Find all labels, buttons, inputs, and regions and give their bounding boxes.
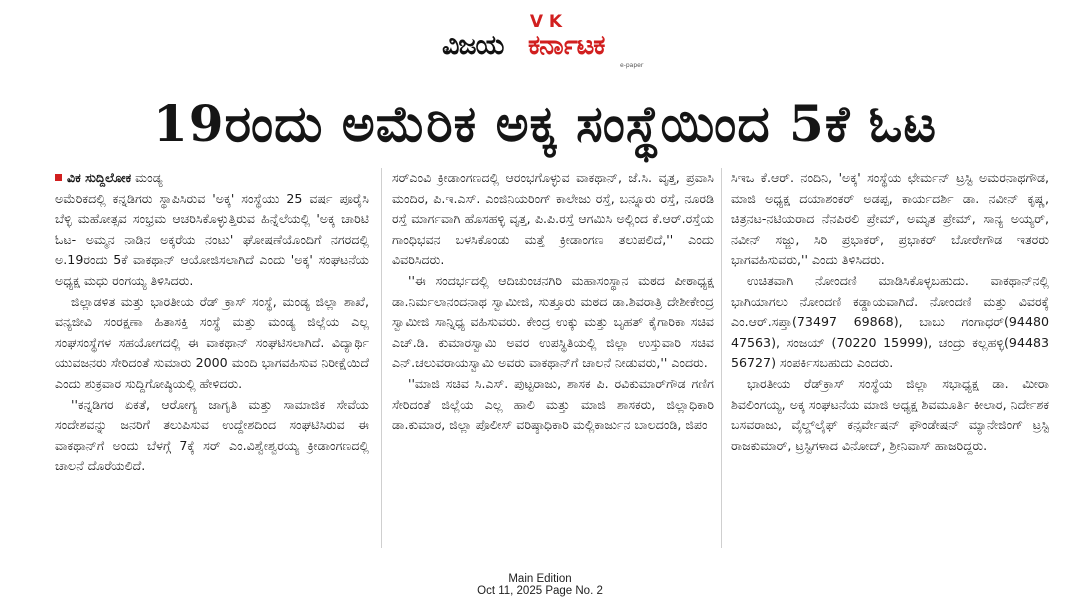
paragraph: ''ಈ ಸಂದರ್ಭದಲ್ಲಿ ಆದಿಚುಂಚನಗಿರಿ ಮಹಾಸಂಸ್ಥಾನ ಮಠದ ಪೀಠಾಧ್ಯಕ್ಷ ಡಾ.ನಿರ್ಮಲಾನಂದನಾಥ ಸ್ವಾಮೀಜಿ, ಸುತ್ತೂರು ಮಠದ ಡಾ.ಶಿವರಾತ್ರಿ ದೇಶೀಕೇಂದ್ರ ಸ್ವಾಮೀಜಿ ಸಾನ್ನಿಧ್ಯ ವಹಿಸುವರು. ಕೇಂದ್ರ ಉಕ್ಕು ಮತ್ತು ಬೃಹತ್ ಕೈಗಾರಿಕಾ ಸಚಿವ ಎಚ್.ಡಿ. ಕುಮಾರಸ್ವಾಮಿ ಅವರ ಉಪಸ್ಥಿತಿಯಲ್ಲಿ ಜಿಲ್ಲಾ ಉಸ್ತುವಾರಿ ಸಚಿವ ಎನ್.ಚಲುವರಾಯಸ್ವಾಮಿ ಅವರು ವಾಕಥಾನ್‌ಗೆ ಚಾಲನೆ ನೀಡುವರು,'' ಎಂದರು. bbox=[392, 272, 714, 371]
article-column-3 bbox=[731, 168, 1049, 456]
edition-label: Main Edition bbox=[508, 573, 572, 585]
paragraph: ''ಕನ್ನಡಿಗರ ಏಕತೆ, ಆರೋಗ್ಯ ಜಾಗೃತಿ ಮತ್ತು ಸಾಮಾಜಿಕ ಸೇವೆಯ ಸಂದೇಶವನ್ನು ಜನರಿಗೆ ತಲುಪಿಸುವ ಉದ್ದೇಶದಿಂದ ಸಂಘಟಿಸಿರುವ ಈ ವಾಕಥಾನ್‌ಗೆ ಅಂದು ಬೆಳಗ್ಗೆ 7ಕ್ಕೆ ಸರ್ ಎಂ.ವಿಶ್ವೇಶ್ವರಯ್ಯ ಕ್ರೀಡಾಂಗಣದಲ್ಲಿ ಚಾಲನೆ ದೊರೆಯಲಿದೆ. bbox=[55, 396, 369, 474]
vk-badge-k: K bbox=[548, 12, 562, 32]
paragraph: ಉಚಿತವಾಗಿ ನೋಂದಣಿ ಮಾಡಿಸಿಕೊಳ್ಳಬಹುದು. ವಾಕಥಾನ್‌ನಲ್ಲಿ ಭಾಗಿಯಾಗಲು ನೋಂದಣಿ ಕಡ್ಡಾಯವಾಗಿದೆ. ನೋಂದಣಿ ಮತ್ತು ವಿವರಕ್ಕೆ ಎಂ.ಆರ್.ಸಪ್ತಾ(73497 69868), ಬಾಬು ಗಂಗಾಧರ್(94480 47563), ಸಂಜಯ್ (70220 15999), ಚಂದ್ರು ಕಲ್ಲಹಳ್ಳಿ(94483 56727) ಸಂಪರ್ಕಿಸಬಹುದು ಎಂದರು. bbox=[731, 272, 1049, 371]
logo-epaper-label: e-paper bbox=[620, 62, 644, 69]
byline bbox=[55, 168, 369, 189]
paragraph: ಅಮೆರಿಕದಲ್ಲಿ ಕನ್ನಡಿಗರು ಸ್ಥಾಪಿಸಿರುವ 'ಅಕ್ಕ' ಸಂಸ್ಥೆಯು 25 ವರ್ಷ ಪೂರೈಸಿ ಬೆಳ್ಳಿ ಮಹೋತ್ಸವ ಸಂಭ್ರಮ ಆಚರಿಸಿಕೊಳ್ಳುತ್ತಿರುವ ಹಿನ್ನೆಲೆಯಲ್ಲಿ 'ಅಕ್ಕ ಚಾರಿಟಿ ಓಟ- ಅಮ್ಮನ ನಾಡಿನ ಅಕ್ಕರೆಯ ನಂಟು' ಘೋಷಣೆಯೊಂದಿಗೆ ನಗರದಲ್ಲಿ ಅ.19ರಂದು 5ಕೆ ವಾಕಥಾನ್ ಆಯೋಜಿಸಲಾಗಿದೆ ಎಂದು 'ಅಕ್ಕ' ಸಂಘಟನೆಯ ಅಧ್ಯಕ್ಷ ಮಧು ರಂಗಯ್ಯ ತಿಳಿಸಿದರು. bbox=[55, 190, 369, 288]
article-column-2 bbox=[392, 168, 714, 436]
logo-word-karnataka: ಕರ್ನಾಟಕ bbox=[528, 30, 605, 61]
byline-marker-icon bbox=[55, 174, 62, 181]
vk-badge-v: V bbox=[529, 12, 543, 32]
paragraph: ''ಮಾಜಿ ಸಚಿವ ಸಿ.ಎಸ್. ಪುಟ್ಟರಾಜು, ಶಾಸಕ ಪಿ. ರವಿಕುಮಾರ್‌ಗೌಡ ಗಣಿಗ ಸೇರಿದಂತೆ ಜಿಲ್ಲೆಯ ಎಲ್ಲ ಹಾಲಿ ಮತ್ತು ಮಾಜಿ ಶಾಸಕರು, ಜಿಲ್ಲಾಧಿಕಾರಿ ಡಾ.ಕುಮಾರ, ಜಿಲ್ಲಾ ಪೊಲೀಸ್ ವರಿಷ್ಠಾಧಿಕಾರಿ ಮಲ್ಲಿಕಾರ್ಜುನ ಬಾಲದಂಡಿ, ಜಿಪಂ bbox=[392, 375, 714, 433]
column-divider bbox=[381, 168, 382, 548]
article-column-1 bbox=[55, 168, 369, 477]
paragraph: ಜಿಲ್ಲಾಡಳಿತ ಮತ್ತು ಭಾರತೀಯ ರೆಡ್ ಕ್ರಾಸ್ ಸಂಸ್ಥೆ, ಮಂಡ್ಯ ಜಿಲ್ಲಾ ಶಾಖೆ, ವನ್ಯಜೀವಿ ಸಂರಕ್ಷಣಾ ಹಿತಾಸಕ್ತಿ ಸಂಸ್ಥೆ ಮತ್ತು ಮಂಡ್ಯ ಜಿಲ್ಲೆಯ ಎಲ್ಲ ಸಂಘಸಂಸ್ಥೆಗಳ ಸಹಯೋಗದಲ್ಲಿ ಈ ವಾಕಥಾನ್ ಸಂಘಟಿಸಲಾಗಿದೆ. ವಿದ್ಯಾರ್ಥಿ ಯುವಜನರು ಸೇರಿದಂತೆ ಸುಮಾರು 2000 ಮಂದಿ ಭಾಗವಹಿಸುವ ನಿರೀಕ್ಷೆಯಿದೆ ಎಂದು ಶುಕ್ರವಾರ ಸುದ್ದಿಗೋಷ್ಠಿಯಲ್ಲಿ ಹೇಳಿದರು. bbox=[55, 293, 369, 391]
logo-word-vijaya: ವಿಜಯ bbox=[442, 30, 504, 61]
masthead-logo[interactable] bbox=[440, 12, 660, 74]
paragraph: ಭಾರತೀಯ ರೆಡ್‌ಕ್ರಾಸ್ ಸಂಸ್ಥೆಯ ಜಿಲ್ಲಾ ಸಭಾಧ್ಯಕ್ಷ ಡಾ. ಮೀರಾ ಶಿವಲಿಂಗಯ್ಯ, ಅಕ್ಕ ಸಂಘಟನೆಯ ಮಾಜಿ ಅಧ್ಯಕ್ಷ ಶಿವಮೂರ್ತಿ ಕೀಲಾರ, ನಿರ್ದೇಶಕ ಬಸವರಾಜು, ವೈಲ್ಡ್‌ಲೈಫ್ ಕನ್ಸರ್ವೇಷನ್ ಫೌಂಡೇಷನ್ ಮ್ಯಾನೇಜಿಂಗ್ ಟ್ರಸ್ಟಿ ರಾಜಕುಮಾರ್, ಟ್ರಸ್ಟಿಗಳಾದ ವಿನೋದ್, ಶ್ರೀನಿವಾಸ್ ಹಾಜರಿದ್ದರು. bbox=[731, 375, 1049, 453]
vk-badge bbox=[526, 12, 566, 32]
byline-place: ಮಂಡ್ಯ bbox=[135, 170, 163, 185]
date-page-label: Oct 11, 2025 Page No. 2 bbox=[477, 585, 603, 597]
paragraph: ಸರ್‌ಎಂವಿ ಕ್ರೀಡಾಂಗಣದಲ್ಲಿ ಆರಂಭಗೊಳ್ಳುವ ವಾಕಥಾನ್, ಜೆ.ಸಿ. ವೃತ್ತ, ಪ್ರವಾಸಿ ಮಂದಿರ, ಪಿ.ಇ.ಎಸ್. ಎಂಜಿನಿಯರಿಂಗ್ ಕಾಲೇಜು ರಸ್ತೆ, ಬನ್ನೂರು ರಸ್ತೆ, ನೂರಡಿ ರಸ್ತೆ ಮಾರ್ಗವಾಗಿ ಹೊಸಹಳ್ಳಿ ವೃತ್ತ, ಪಿ.ಪಿ.ರಸ್ತೆ ಆಗಮಿಸಿ ಅಲ್ಲಿಂದ ಕೆ.ಆರ್.ರಸ್ತೆಯ ಗಾಂಧಿಭವನ ಬಳಸಿಕೊಂಡು ಮತ್ತೆ ಕ್ರೀಡಾಂಗಣ ತಲುಪಲಿದೆ,'' ಎಂದು ವಿವರಿಸಿದರು. bbox=[392, 170, 714, 268]
byline-org: ವಿಕ ಸುದ್ದಿಲೋಕ bbox=[67, 170, 132, 185]
column-divider bbox=[721, 168, 722, 548]
article-headline: 19ರಂದು ಅಮೆರಿಕ ಅಕ್ಕ ಸಂಸ್ಥೆಯಿಂದ 5ಕೆ ಓಟ bbox=[152, 94, 937, 153]
page-footer bbox=[0, 573, 1080, 597]
paragraph: ಸಿಇಒ ಕೆ.ಆರ್. ನಂದಿನಿ, 'ಅಕ್ಕ' ಸಂಸ್ಥೆಯ ಛೇರ್ಮನ್ ಟ್ರಸ್ಟಿ ಅಮರನಾಥಗೌಡ, ಮಾಜಿ ಅಧ್ಯಕ್ಷ ದಯಾಶಂಕರ್ ಅಡಪ್ಪ, ಕಾರ್ಯದರ್ಶಿ ಡಾ. ನವೀನ್ ಕೃಷ್ಣ, ಚಿತ್ರನಟ-ನಟಿಯರಾದ ನೆನಪಿರಲಿ ಪ್ರೇಮ್, ಅಮೃತ ಪ್ರೇಮ್, ಸಾನ್ಯ ಅಯ್ಯರ್, ನವೀನ್ ಸಜ್ಜು, ಸಿರಿ ಪ್ರಭಾಕರ್, ಪ್ರಭಾಕರ್ ಬೋರೇಗೌಡ ಇತರರು ಭಾಗವಹಿಸುವರು,'' ಎಂದು ತಿಳಿಸಿದರು. bbox=[731, 170, 1049, 268]
